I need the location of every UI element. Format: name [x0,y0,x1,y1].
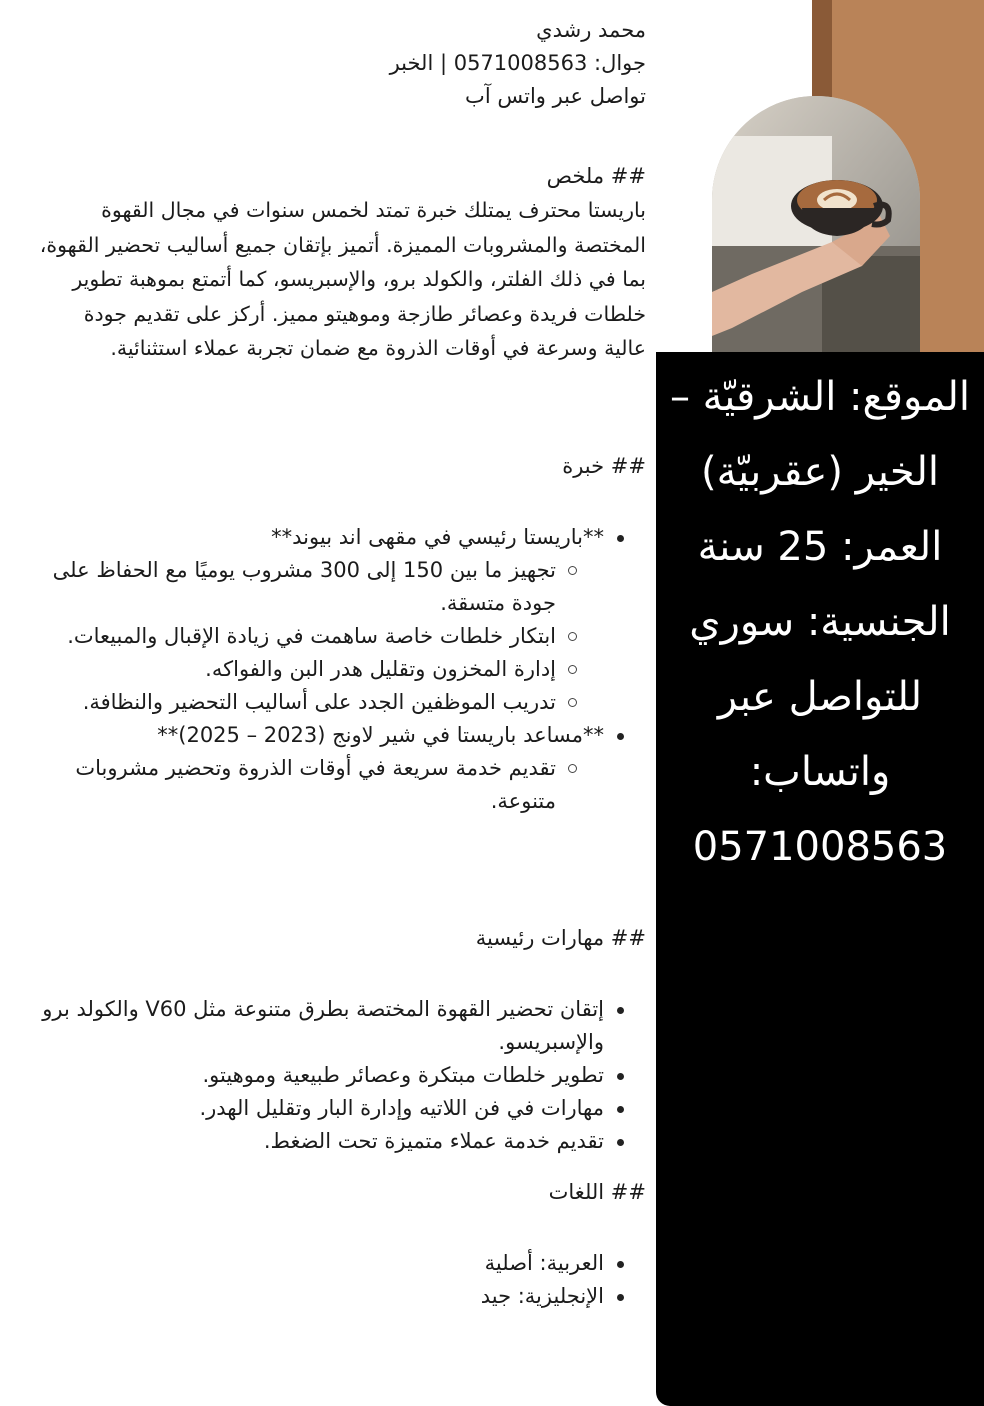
job-duties [36,752,604,818]
duty-item: ابتكار خلطات خاصة ساهمت في زيادة الإقبال والمبيعات. [36,620,604,653]
nationality-text: الجنسية: سوري [689,599,951,645]
sidebar-phone: 0571008563 [692,824,948,870]
person-name: محمد رشدي [536,18,646,42]
duty-item: إدارة المخزون وتقليل هدر البن والفواكه. [36,653,604,686]
sidebar-info [664,360,976,885]
duty-item: تجهيز ما بين 150 إلى 300 مشروب يوميًا مع الحفاظ على جودة متسقة. [36,554,604,620]
skill-item: تطوير خلطات مبتكرة وعصائر طبيعية وموهيتو. [36,1059,646,1092]
duty-item: تدريب الموظفين الجدد على أساليب التحضير والنظافة. [36,686,604,719]
whatsapp-line: تواصل عبر واتس آب [465,84,646,108]
latte-cup-photo [712,96,920,352]
language-item: الإنجليزية: جيد [36,1280,646,1313]
summary-heading: ## ملخص [546,164,646,188]
job-title: **باريستا رئيسي في مقهى اند بيوند** [271,525,604,549]
summary-section [36,160,646,366]
contact-label: للتواصل عبر واتساب: [717,674,923,795]
skill-item: مهارات في فن اللاتيه وإدارة البار وتقليل الهدر. [36,1092,646,1125]
language-item: العربية: أصلية [36,1247,646,1280]
skill-item: إتقان تحضير القهوة المختصة بطرق متنوعة مثل V60 والكولد برو والإسبريسو. [36,993,646,1059]
job-duties [36,554,604,719]
job-item [36,719,646,818]
job-item [36,521,646,719]
skills-list [36,993,646,1158]
skills-heading: ## مهارات رئيسية [475,926,646,950]
location-text: الموقع: الشرقيّة – الخير (عقربيّة) [669,374,971,495]
job-title: **مساعد باريستا في شير لاونج (2023 – 2025)** [157,723,604,747]
duty-item: تقديم خدمة سريعة في أوقات الذروة وتحضير مشروبات متنوعة. [36,752,604,818]
contact-block [46,14,646,113]
languages-section [36,1176,646,1313]
languages-list [36,1247,646,1313]
experience-list [36,521,646,818]
skill-item: تقديم خدمة عملاء متميزة تحت الضغط. [36,1125,646,1158]
age-text: العمر: 25 سنة [697,524,943,570]
profile-photo [712,96,920,352]
experience-section [36,450,646,818]
skills-section [36,922,646,1158]
summary-text: باريستا محترف يمتلك خبرة تمتد لخمس سنوات في مجال القهوة المختصة والمشروبات المميزة. أتميز بإتقان جميع أساليب تحضير القهوة، بما في ذلك الفلتر، والكولد برو، والإسبريسو، كما أتمتع بموهبة تطوير خلطات فريدة وعصائر طازجة وموهيتو مميز. أركز على تقديم جودة عالية وسرعة في أوقات الذروة مع ضمان تجربة عملاء استثنائية. [39,198,646,360]
experience-heading: ## خبرة [562,454,646,478]
phone-line: جوال: 0571008563 | الخبر [389,51,646,75]
languages-heading: ## اللغات [548,1180,646,1204]
